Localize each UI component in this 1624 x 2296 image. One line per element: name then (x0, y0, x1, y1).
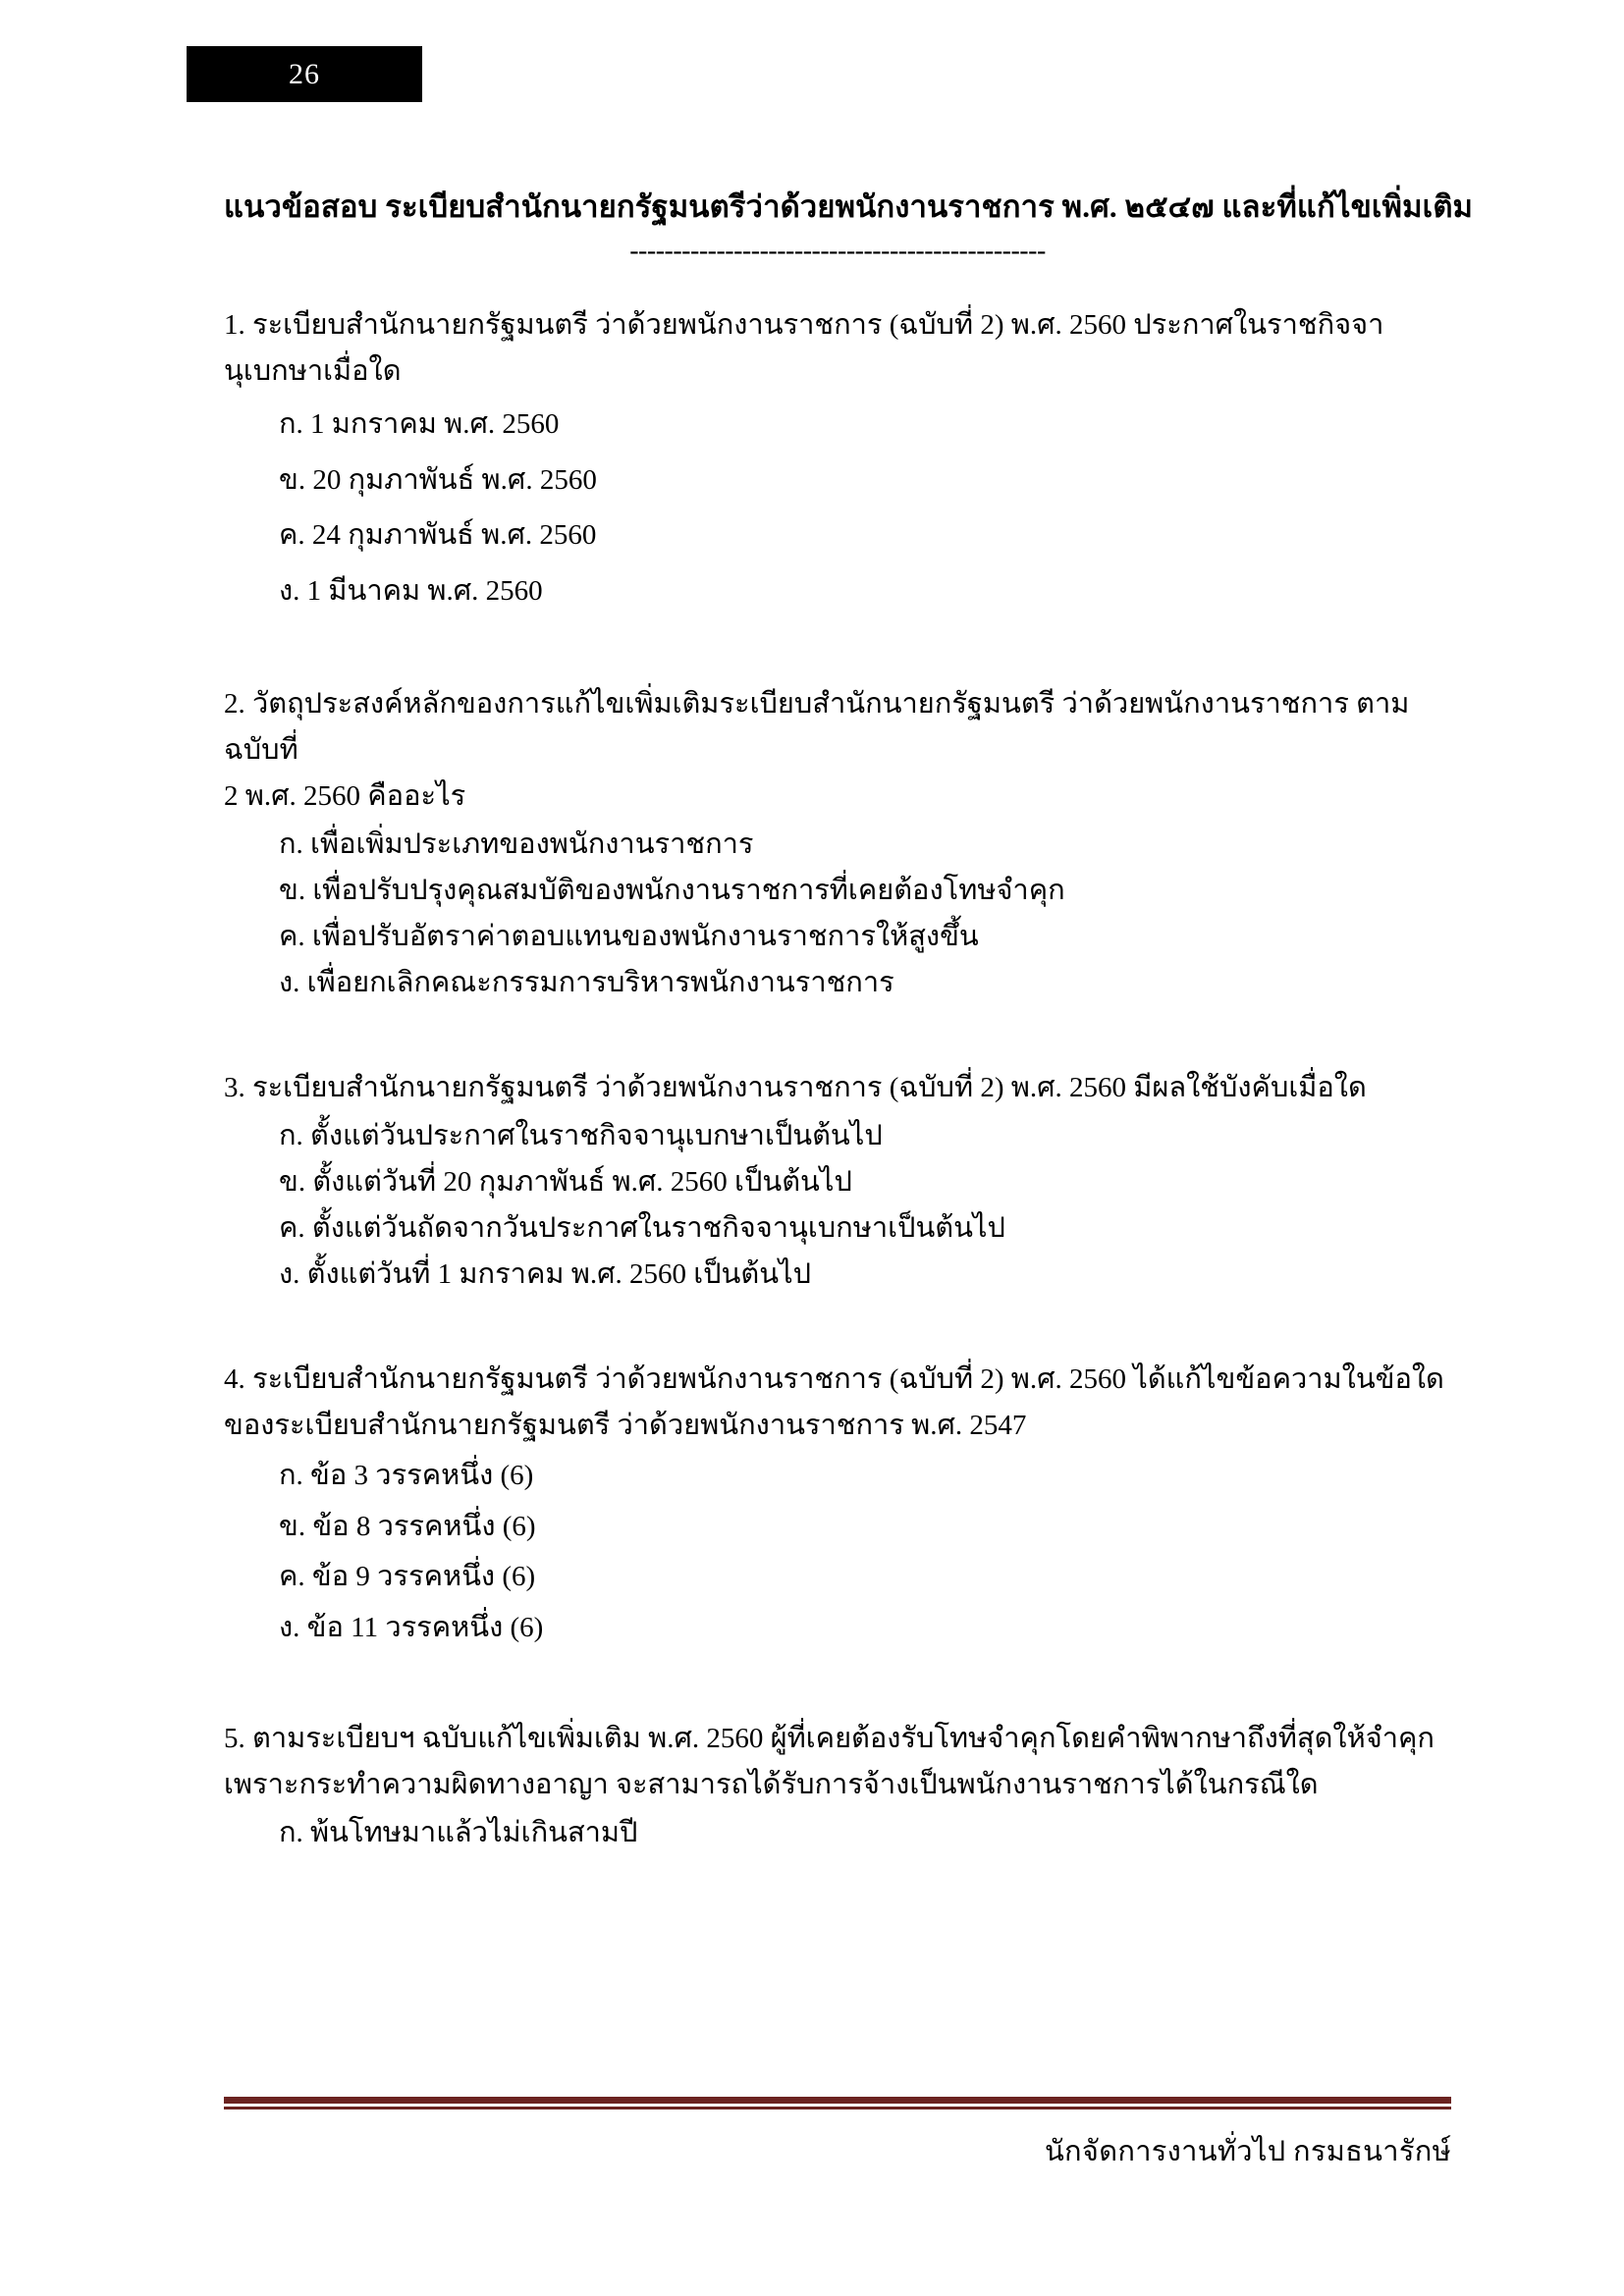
choice-item: ง. ตั้งแต่วันที่ 1 มกราคม พ.ศ. 2560 เป็นต้นไป (279, 1258, 812, 1291)
question-block-5 (224, 1716, 1451, 1856)
footer-rule-thin (224, 2107, 1451, 2109)
question-block-1 (224, 302, 1451, 618)
question-text-5 (224, 1716, 1451, 1808)
footer-text: นักจัดการงานทั่วไป กรมธนารักษ์ (1044, 2136, 1451, 2167)
page-title: แนวข้อสอบ ระเบียบสำนักนายกรัฐมนตรีว่าด้วยพนักงานราชการ พ.ศ. ๒๕๔๗ และที่แก้ไขเพิ่มเติม (224, 189, 1474, 224)
choice-item: ง. ข้อ 11 วรรคหนึ่ง (6) (279, 1611, 544, 1643)
choice-item: ค. ตั้งแต่วันถัดจากวันประกาศในราชกิจจานุเบกษาเป็นต้นไป (279, 1212, 1005, 1245)
choice-item: ข. ตั้งแต่วันที่ 20 กุมภาพันธ์ พ.ศ. 2560 เป็นต้นไป (279, 1166, 852, 1199)
choice-list-4 (224, 1451, 1451, 1653)
question-text-1 (224, 302, 1451, 395)
document-content (224, 187, 1474, 1856)
choice-item: ค. ข้อ 9 วรรคหนึ่ง (6) (279, 1561, 536, 1593)
choice-item: ก. พ้นโทษมาแล้วไม่เกินสามปี (279, 1817, 638, 1849)
page-footer (224, 2097, 1451, 2174)
choice-item: ข. 20 กุมภาพันธ์ พ.ศ. 2560 (279, 463, 597, 496)
choice-list-2 (224, 822, 1451, 1006)
choice-item: ข. ข้อ 8 วรรคหนึ่ง (6) (279, 1510, 536, 1542)
choice-item: ก. ตั้งแต่วันประกาศในราชกิจจานุเบกษาเป็นต้นไป (279, 1120, 883, 1152)
choice-item: ก. ข้อ 3 วรรคหนึ่ง (6) (279, 1459, 534, 1491)
question-line-1b: นุเบกษาเมื่อใด (224, 355, 402, 388)
page-number-chip: 26 (187, 46, 422, 102)
title-divider: ------------------------------------------------ (629, 235, 1046, 266)
question-line-2b: 2 พ.ศ. 2560 คืออะไร (224, 780, 466, 813)
question-line-4a: 4. ระเบียบสำนักนายกรัฐมนตรี ว่าด้วยพนักงานราชการ (ฉบับที่ 2) พ.ศ. 2560 ได้แก้ไขข้อความในข้อใด (224, 1362, 1444, 1395)
choice-item: ก. 1 มกราคม พ.ศ. 2560 (279, 408, 560, 441)
choice-item: ง. 1 มีนาคม พ.ศ. 2560 (279, 574, 543, 607)
question-line-3a: 3. ระเบียบสำนักนายกรัฐมนตรี ว่าด้วยพนักงานราชการ (ฉบับที่ 2) พ.ศ. 2560 มีผลใช้บังคับเมื่อใด (224, 1072, 1367, 1104)
question-text-2 (224, 681, 1451, 820)
question-line-5a: 5. ตามระเบียบฯ ฉบับแก้ไขเพิ่มเติม พ.ศ. 2560 ผู้ที่เคยต้องรับโทษจำคุกโดยคำพิพากษาถึงที่สุดให้จำคุก (224, 1723, 1435, 1755)
question-text-4 (224, 1357, 1451, 1449)
choice-item: ก. เพื่อเพิ่มประเภทของพนักงานราชการ (279, 828, 754, 861)
footer-rule-thick (224, 2097, 1451, 2104)
question-line-1a: 1. ระเบียบสำนักนายกรัฐมนตรี ว่าด้วยพนักงานราชการ (ฉบับที่ 2) พ.ศ. 2560 ประกาศในราชกิจจา (224, 309, 1384, 342)
choice-item: ข. เพื่อปรับปรุงคุณสมบัติของพนักงานราชการที่เคยต้องโทษจำคุก (279, 875, 1065, 907)
question-block-4 (224, 1357, 1451, 1653)
choice-list-5 (224, 1810, 1451, 1856)
choice-list-3 (224, 1113, 1451, 1298)
choice-item: ง. เพื่อยกเลิกคณะกรรมการบริหารพนักงานราชการ (279, 967, 894, 999)
question-line-5b: เพราะกระทำความผิดทางอาญา จะสามารถได้รับการจ้างเป็นพนักงานราชการได้ในกรณีใด (224, 1769, 1319, 1801)
question-line-2a: 2. วัตถุประสงค์หลักของการแก้ไขเพิ่มเติมระเบียบสำนักนายกรัฐมนตรี ว่าด้วยพนักงานราชการ ตามฉบับที่ (224, 688, 1410, 767)
choice-item: ค. เพื่อปรับอัตราค่าตอบแทนของพนักงานราชการให้สูงขึ้น (279, 921, 979, 953)
question-text-3 (224, 1065, 1451, 1111)
choice-item: ค. 24 กุมภาพันธ์ พ.ศ. 2560 (279, 519, 597, 552)
choice-list-1 (224, 397, 1451, 618)
question-line-4b: ของระเบียบสำนักนายกรัฐมนตรี ว่าด้วยพนักงานราชการ พ.ศ. 2547 (224, 1409, 1027, 1441)
question-block-2 (224, 681, 1451, 1006)
question-block-3 (224, 1065, 1451, 1298)
